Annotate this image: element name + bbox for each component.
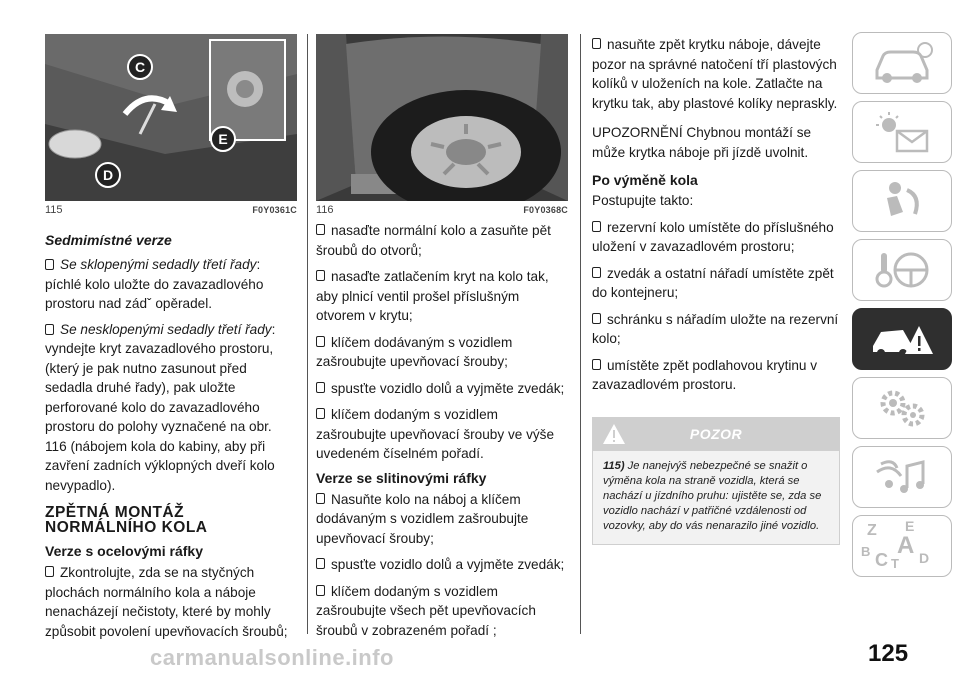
tab-multimedia[interactable] [852, 446, 952, 508]
figure-115-caption [45, 204, 297, 220]
steering-key-icon [867, 247, 937, 293]
checkbox-bullet-icon [592, 221, 601, 232]
spare-wheel-illustration [316, 34, 568, 201]
list-item: rezervní kolo umístěte do příslušného uložení v zavazadlovém prostoru; [592, 219, 834, 254]
list-item: Zkontrolujte, zda se na styčných plochách normálního kola a náboje nenacházejí nečistoty, které by mohly způsobit povolení upevňovacích šroubů; [45, 565, 288, 639]
checkbox-bullet-icon [592, 359, 601, 370]
item-text: vyndejte kryt zavazadlového prostoru, (který je pak nutno zasunout před sedadla druhé řady), pak uložte perforované kolo do zavazadlového prostoru do polohy vyznačené na obr. 116 (nábojem kola do kabiny, aby při zavření zadních výklopných dveří kolo nevypadlo). [45, 341, 275, 493]
checkbox-bullet-icon [316, 558, 325, 569]
warning-body [592, 451, 840, 545]
tab-index[interactable] [852, 515, 952, 577]
heading-seven-seat: Sedmimístné verze [45, 232, 172, 248]
tab-maintenance[interactable] [852, 377, 952, 439]
list-item: nasuňte zpět krytku náboje, dávejte pozor na správné natočení tří plastových kolíků v uloženích na kole. Zatlačte na krytku tak, aby plastové kolíky nepraskly. [592, 37, 838, 111]
figure-code: F0Y0368C [523, 205, 568, 215]
tab-safety[interactable] [852, 170, 952, 232]
section-heading-line: NORMÁLNÍHO KOLA [45, 519, 208, 536]
checkbox-bullet-icon [316, 270, 325, 281]
warning-title: POZOR [689, 425, 743, 442]
tab-dashboard[interactable] [852, 32, 952, 94]
column-1 [45, 34, 297, 641]
seat-airbag-icon [867, 178, 937, 224]
page-number: 125 [868, 640, 909, 667]
column-2 [316, 34, 568, 640]
chapter-sidebar [852, 32, 952, 584]
list-item: Se nesklopenými sedadly třetí řady : [45, 320, 297, 340]
figure-115-wheel-cover-photo [45, 34, 297, 201]
list-item: spusťte vozidlo dolů a vyjměte zvedák; [316, 378, 568, 399]
intro-text: Postupujte takto: [592, 193, 694, 208]
lights-message-icon [867, 109, 937, 155]
list-item: nasaďte zatlačením kryt na kolo tak, aby plnicí ventil prošel příslušným otvorem v krytu; [316, 269, 549, 323]
index-letter: A [897, 532, 915, 559]
index-letter: E [905, 518, 915, 534]
list-item: klíčem dodaným s vozidlem zašroubujte všech pět upevňovacích šroubů v zobrazeném pořadí ; [316, 583, 536, 638]
checkbox-bullet-icon [316, 224, 325, 235]
index-letter: B [861, 544, 871, 559]
multimedia-icon [867, 454, 937, 500]
watermark-text: carmanualsonline.info [150, 645, 394, 670]
checkbox-bullet-icon [45, 324, 54, 335]
list-item: zvedák a ostatní nářadí umístěte zpět do kontejneru; [592, 265, 834, 300]
tab-starting-driving[interactable] [852, 239, 952, 301]
figure-116-caption [316, 204, 568, 220]
item-text: píchlé kolo uložte do zavazadlového prostoru nad zádˇ opěradel. [45, 276, 264, 311]
checkbox-bullet-icon [592, 313, 601, 324]
heading-steel-rims: Verze s ocelovými ráfky [45, 543, 203, 559]
item-lead: Se nesklopenými sedadly třetí řady [60, 321, 272, 337]
callout-c: C [127, 54, 153, 80]
figure-code: F0Y0361C [252, 205, 297, 215]
heading-alloy-rims: Verze se slitinovými ráfky [316, 469, 487, 486]
column-divider [580, 34, 581, 634]
column-3 [592, 34, 840, 545]
list-item: nasaďte normální kolo a zasuňte pět šroubů do otvorů; [316, 223, 551, 258]
callout-d: D [95, 162, 121, 188]
index-letter: T [891, 556, 899, 571]
list-item: umístěte zpět podlahovou krytinu v zavazadlovém prostoru. [592, 357, 818, 392]
checkbox-bullet-icon [316, 493, 325, 504]
checkbox-bullet-icon [592, 267, 601, 278]
index-letter: Z [867, 522, 877, 539]
checkbox-bullet-icon [316, 408, 325, 419]
list-item: Nasuňte kolo na náboj a klíčem dodávaným s vozidlem zašroubujte upevňovací šrouby; [316, 491, 529, 546]
checkbox-bullet-icon [316, 585, 325, 596]
notice-text: UPOZORNĚNÍ Chybnou montáží se může krytka náboje při jízdě uvolnit. [592, 125, 812, 160]
gears-maintenance-icon [867, 385, 937, 431]
index-letter: D [919, 550, 930, 566]
checkbox-bullet-icon [316, 382, 325, 393]
figure-number: 115 [45, 204, 63, 216]
warning-header [592, 417, 840, 451]
column-divider [307, 34, 308, 634]
callout-e: E [210, 126, 236, 152]
checkbox-bullet-icon [45, 259, 54, 270]
car-dashboard-icon [867, 40, 937, 86]
index-letter: C [875, 550, 888, 570]
list-item: spusťte vozidlo dolů a vyjměte zvedák; [316, 554, 568, 575]
list-item: klíčem dodávaným s vozidlem zašroubujte upevňovací šrouby; [316, 334, 513, 369]
tab-lights-messages[interactable] [852, 101, 952, 163]
section-heading-line: ZPĚTNÁ MONTÁŽ [45, 504, 185, 521]
tab-emergency[interactable] [852, 308, 952, 370]
warning-triangle-icon [602, 423, 626, 445]
checkbox-bullet-icon [592, 38, 601, 49]
checkbox-bullet-icon [45, 566, 54, 577]
figure-number: 116 [316, 204, 334, 216]
list-item: schránku s nářadím uložte na rezervní kolo; [592, 311, 839, 346]
warning-text: Je nanejvýš nebezpečné se snažit o výměna kola na straně vozidla, která se nachází u jízdního pruhu: ujistěte se, zda se vozidlo nachází v patřičné vzdálenosti od vozovky, aby do vás nenarazilo jiné vozidlo. [603, 459, 822, 532]
list-item: klíčem dodaným s vozidlem zašroubujte upevňovací šrouby ve výše uvedeném číselném pořadí. [316, 407, 555, 461]
item-lead: Se sklopenými sedadly třetí řady [60, 257, 257, 272]
section-heading [45, 505, 297, 535]
checkbox-bullet-icon [316, 336, 325, 347]
figure-116-spare-wheel-photo [316, 34, 568, 201]
wheel-fixing-illustration [45, 34, 297, 201]
warning-ref: 115) [603, 459, 625, 472]
heading-after-change: Po výměně kola [592, 172, 698, 188]
emergency-car-icon [867, 316, 937, 362]
list-item: Se sklopenými sedadly třetí řady : [45, 255, 297, 275]
